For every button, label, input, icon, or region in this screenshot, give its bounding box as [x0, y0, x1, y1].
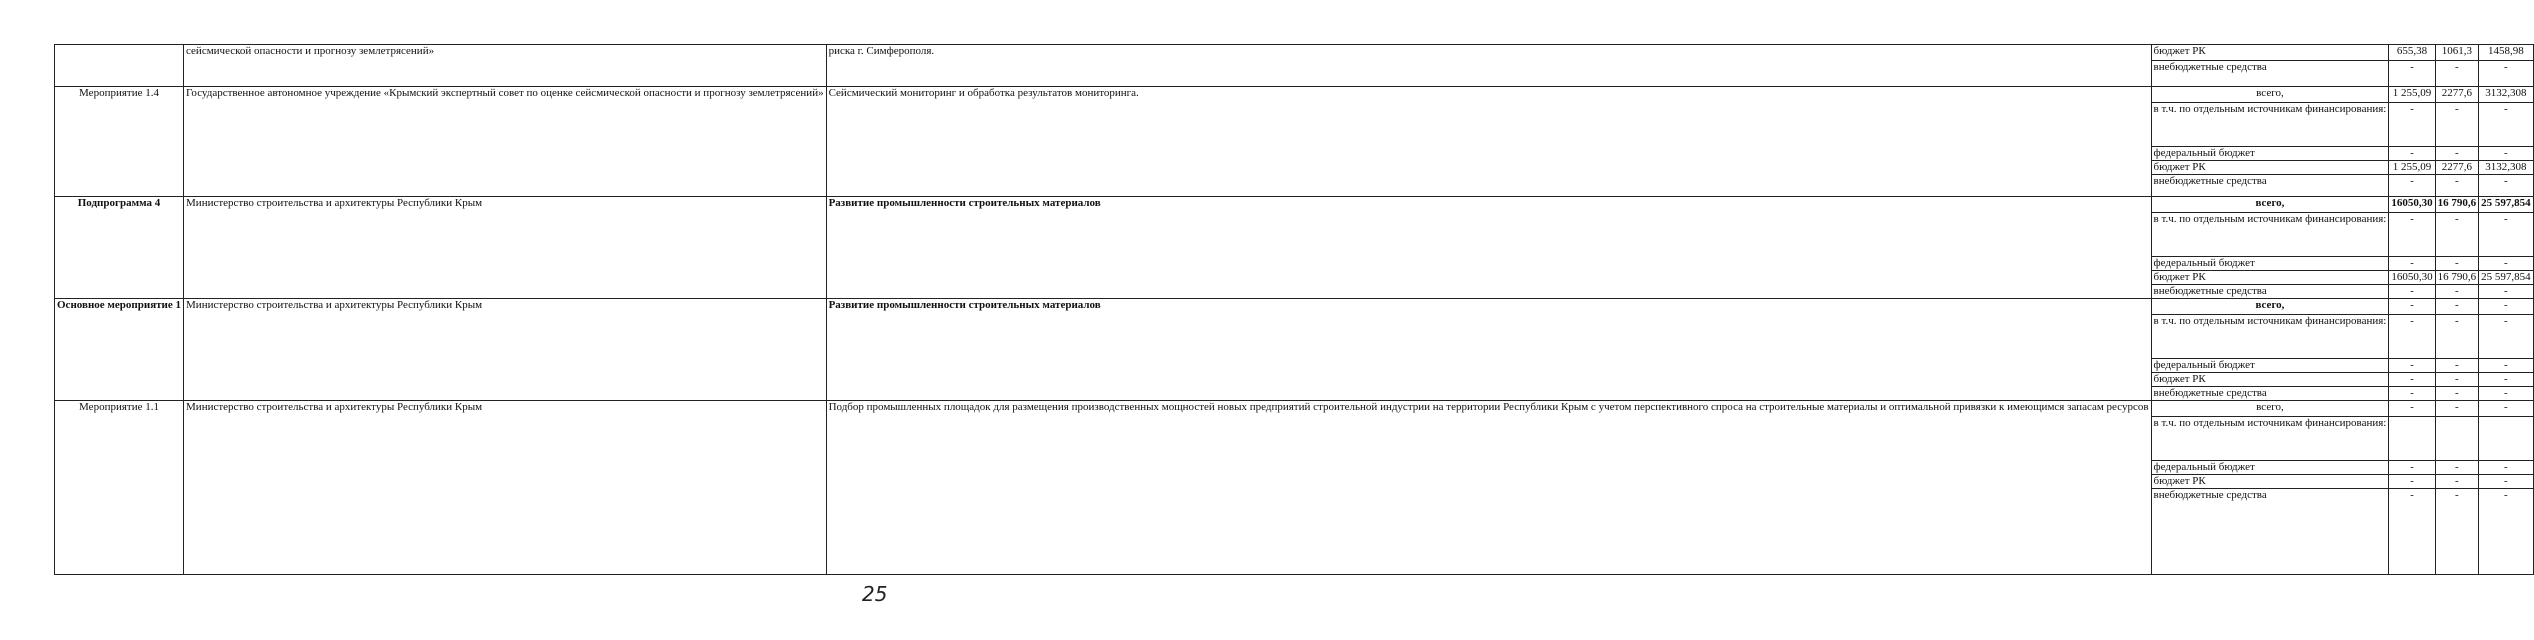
value-year-3: -: [2479, 257, 2534, 271]
value-year-2: [2435, 417, 2479, 461]
measure-name-cell: Развитие промышленности строительных материалов: [826, 197, 2151, 299]
value-year-1: 16050,30: [2389, 197, 2435, 213]
executor-cell: Государственное автономное учреждение «Крымский экспертный совет по оценке сейсмической опасности и прогнозу землетрясений»: [184, 87, 827, 197]
value-year-2: -: [2435, 387, 2479, 401]
measure-label: Мероприятие 1.1: [55, 401, 184, 575]
value-year-1: -: [2389, 315, 2435, 359]
value-year-1: -: [2389, 359, 2435, 373]
funding-source-cell: федеральный бюджет: [2151, 461, 2389, 475]
value-year-2: 16 790,6: [2435, 271, 2479, 285]
value-year-1: -: [2389, 175, 2435, 197]
funding-source-cell: всего,: [2151, 197, 2389, 213]
value-year-1: 1 255,09: [2389, 161, 2435, 175]
funding-source-cell: бюджет РК: [2151, 161, 2389, 175]
value-year-2: -: [2435, 285, 2479, 299]
value-year-3: -: [2479, 373, 2534, 387]
value-year-3: -: [2479, 461, 2534, 475]
funding-source-cell: всего,: [2151, 87, 2389, 103]
value-year-2: -: [2435, 475, 2479, 489]
funding-source-cell: федеральный бюджет: [2151, 359, 2389, 373]
funding-source-cell: внебюджетные средства: [2151, 285, 2389, 299]
value-year-2: -: [2435, 461, 2479, 475]
executor-cell: сейсмической опасности и прогнозу землетрясений»: [184, 45, 827, 87]
value-year-3: -: [2479, 61, 2534, 87]
value-year-3: -: [2479, 401, 2534, 417]
value-year-1: -: [2389, 461, 2435, 475]
value-year-1: -: [2389, 213, 2435, 257]
executor-cell: Министерство строительства и архитектуры Республики Крым: [184, 299, 827, 401]
value-year-2: -: [2435, 175, 2479, 197]
page-number: 25: [862, 582, 888, 606]
value-year-2: -: [2435, 359, 2479, 373]
measure-label: [55, 45, 184, 87]
value-year-3: -: [2479, 175, 2534, 197]
value-year-3: -: [2479, 285, 2534, 299]
value-year-2: -: [2435, 103, 2479, 147]
value-year-1: -: [2389, 61, 2435, 87]
funding-source-cell: всего,: [2151, 401, 2389, 417]
value-year-3: 3132,308: [2479, 87, 2534, 103]
table-row: [55, 401, 2534, 417]
value-year-3: -: [2479, 315, 2534, 359]
value-year-1: -: [2389, 475, 2435, 489]
value-year-3: 3132,308: [2479, 161, 2534, 175]
funding-source-cell: в т.ч. по отдельным источникам финансирования:: [2151, 213, 2389, 257]
value-year-3: -: [2479, 147, 2534, 161]
value-year-2: -: [2435, 373, 2479, 387]
value-year-2: 16 790,6: [2435, 197, 2479, 213]
funding-source-cell: бюджет РК: [2151, 373, 2389, 387]
value-year-2: 1061,3: [2435, 45, 2479, 61]
value-year-1: -: [2389, 285, 2435, 299]
value-year-3: -: [2479, 489, 2534, 575]
value-year-3: 1458,98: [2479, 45, 2534, 61]
measure-name-cell: Сейсмический мониторинг и обработка результатов мониторинга.: [826, 87, 2151, 197]
value-year-2: -: [2435, 489, 2479, 575]
value-year-1: -: [2389, 401, 2435, 417]
funding-source-cell: в т.ч. по отдельным источникам финансирования:: [2151, 417, 2389, 461]
table-row: [55, 45, 2534, 61]
funding-source-cell: бюджет РК: [2151, 271, 2389, 285]
value-year-3: -: [2479, 299, 2534, 315]
table-row: [55, 299, 2534, 315]
executor-cell: Министерство строительства и архитектуры Республики Крым: [184, 401, 827, 575]
funding-source-cell: федеральный бюджет: [2151, 147, 2389, 161]
funding-source-cell: внебюджетные средства: [2151, 387, 2389, 401]
funding-source-cell: бюджет РК: [2151, 45, 2389, 61]
executor-cell: Министерство строительства и архитектуры Республики Крым: [184, 197, 827, 299]
value-year-3: -: [2479, 475, 2534, 489]
measure-label: Подпрограмма 4: [55, 197, 184, 299]
table-body: [55, 45, 2534, 575]
value-year-3: [2479, 417, 2534, 461]
value-year-3: 25 597,854: [2479, 197, 2534, 213]
value-year-1: -: [2389, 103, 2435, 147]
value-year-1: 1 255,09: [2389, 87, 2435, 103]
measure-label: Мероприятие 1.4: [55, 87, 184, 197]
measure-name-cell: риска г. Симферополя.: [826, 45, 2151, 87]
value-year-2: 2277,6: [2435, 87, 2479, 103]
funding-source-cell: в т.ч. по отдельным источникам финансирования:: [2151, 315, 2389, 359]
value-year-2: -: [2435, 147, 2479, 161]
budget-table: [54, 44, 2534, 575]
value-year-2: 2277,6: [2435, 161, 2479, 175]
value-year-3: -: [2479, 103, 2534, 147]
funding-source-cell: всего,: [2151, 299, 2389, 315]
funding-source-cell: внебюджетные средства: [2151, 489, 2389, 575]
funding-source-cell: в т.ч. по отдельным источникам финансирования:: [2151, 103, 2389, 147]
value-year-1: [2389, 417, 2435, 461]
value-year-1: -: [2389, 387, 2435, 401]
value-year-1: -: [2389, 489, 2435, 575]
value-year-2: -: [2435, 257, 2479, 271]
value-year-3: -: [2479, 213, 2534, 257]
funding-source-cell: внебюджетные средства: [2151, 175, 2389, 197]
measure-name-cell: Развитие промышленности строительных материалов: [826, 299, 2151, 401]
value-year-2: -: [2435, 213, 2479, 257]
funding-source-cell: бюджет РК: [2151, 475, 2389, 489]
value-year-2: -: [2435, 61, 2479, 87]
value-year-2: -: [2435, 299, 2479, 315]
value-year-1: 16050,30: [2389, 271, 2435, 285]
value-year-1: -: [2389, 257, 2435, 271]
funding-source-cell: внебюджетные средства: [2151, 61, 2389, 87]
funding-source-cell: федеральный бюджет: [2151, 257, 2389, 271]
value-year-1: -: [2389, 373, 2435, 387]
table-row: [55, 87, 2534, 103]
table-row: [55, 197, 2534, 213]
measure-name-cell: Подбор промышленных площадок для размещения производственных мощностей новых предприятий строительной индустрии на территории Республики Крым с учетом перспективного спроса на строительные материалы и оптимальной привязки к имеющимся запасам ресурсов: [826, 401, 2151, 575]
value-year-3: -: [2479, 387, 2534, 401]
value-year-1: 655,38: [2389, 45, 2435, 61]
value-year-3: 25 597,854: [2479, 271, 2534, 285]
measure-label: Основное мероприятие 1: [55, 299, 184, 401]
value-year-2: -: [2435, 315, 2479, 359]
value-year-2: -: [2435, 401, 2479, 417]
value-year-3: -: [2479, 359, 2534, 373]
value-year-1: -: [2389, 147, 2435, 161]
value-year-1: -: [2389, 299, 2435, 315]
